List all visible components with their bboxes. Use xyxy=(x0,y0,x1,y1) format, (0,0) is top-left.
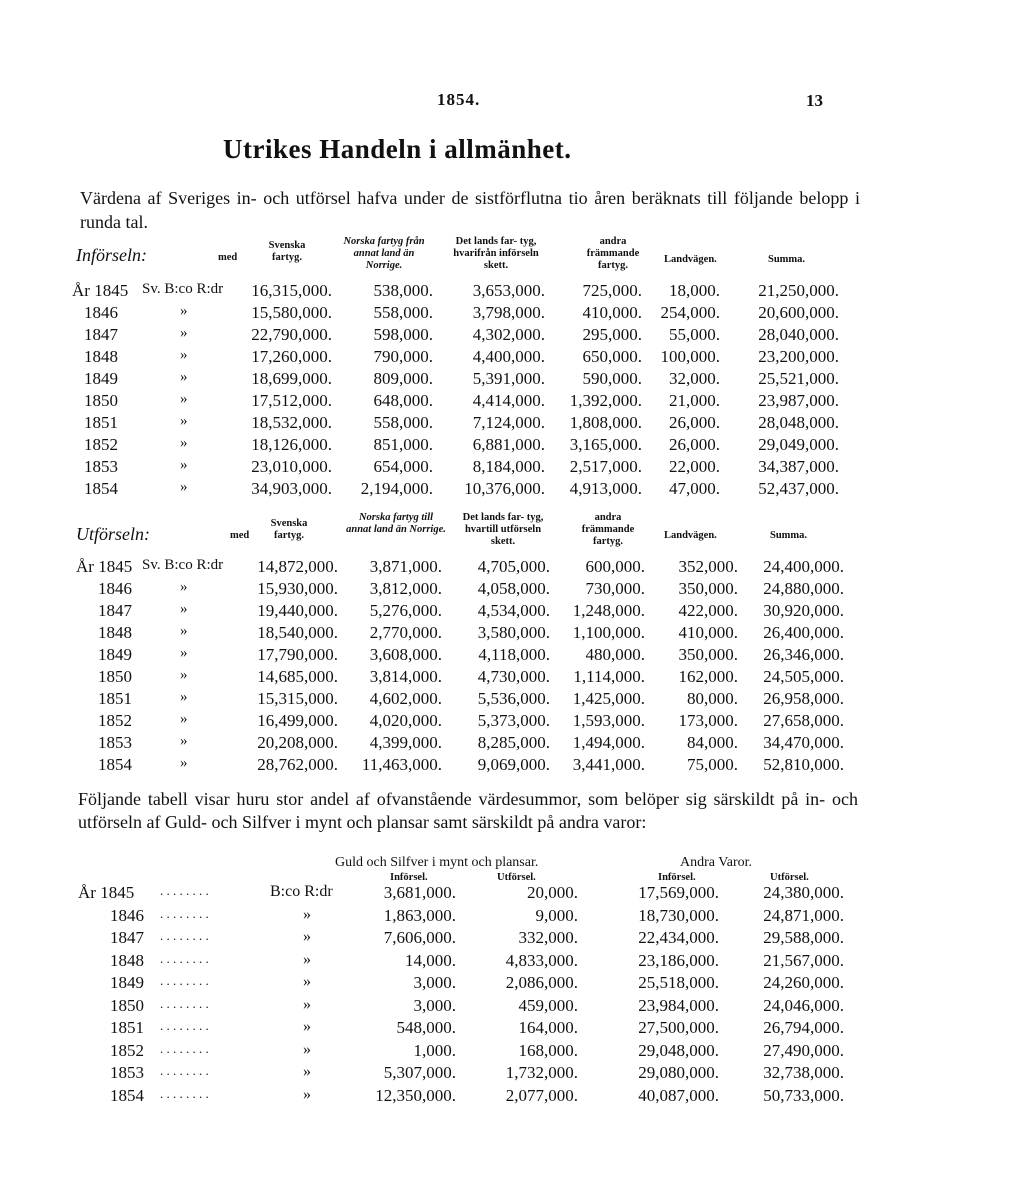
metals-row xyxy=(0,973,1024,995)
metals-cell-gs_ut: 20,000. xyxy=(527,883,578,902)
import-cell-year: 1852 xyxy=(84,435,118,454)
export-row xyxy=(0,667,1024,689)
metals-cell-dots: . . . . . . . . xyxy=(160,973,209,988)
metals-cell-av_ut: 24,046,000. xyxy=(763,995,844,1015)
metals-cell-dots: . . . . . . . . xyxy=(160,883,209,898)
export-cell-det_lands: 5,373,000. xyxy=(477,711,550,730)
export-cell-prefix: » xyxy=(180,623,188,639)
export-row xyxy=(0,733,1024,755)
import-cell-year: 1850 xyxy=(84,391,118,410)
metals-cell-year: 1849 xyxy=(110,973,144,992)
export-cell-prefix: » xyxy=(180,645,188,661)
export-cell-prefix: » xyxy=(180,579,188,595)
export-cell-year: 1854 xyxy=(98,755,132,774)
import-cell-det_lands: 3,653,000. xyxy=(472,281,545,300)
import-cell-summa: 28,048,000. xyxy=(758,413,839,432)
export-cell-det_lands: 4,705,000. xyxy=(477,557,550,576)
import-cell-norska: 654,000. xyxy=(373,457,433,476)
export-row xyxy=(0,689,1024,711)
export-cell-landvagen: 173,000. xyxy=(678,711,738,730)
import-cell-norska: 558,000. xyxy=(373,303,433,322)
import-cell-svenska: 18,699,000. xyxy=(251,369,332,388)
metals-cell-av_ut: 50,733,000. xyxy=(763,1085,844,1105)
metals-cell-gs_ut: 4,833,000. xyxy=(505,950,578,970)
metals-row xyxy=(0,951,1024,973)
import-cell-andra: 410,000. xyxy=(582,303,642,322)
import-cell-year: 1851 xyxy=(84,413,118,432)
metals-cell-prefix: » xyxy=(303,1085,311,1103)
import-cell-andra: 1,392,000. xyxy=(569,391,642,410)
import-cell-norska: 598,000. xyxy=(373,325,433,344)
export-row xyxy=(0,623,1024,645)
export-cell-det_lands: 4,730,000. xyxy=(477,667,550,686)
import-row xyxy=(0,435,1024,457)
metals-gs-inforsel-header: Införsel. xyxy=(390,872,428,883)
metals-cell-gs_in: 5,307,000. xyxy=(383,1063,456,1082)
import-cell-prefix: » xyxy=(180,413,188,429)
import-cell-andra: 2,517,000. xyxy=(569,457,642,476)
export-cell-landvagen: 422,000. xyxy=(678,601,738,620)
export-cell-year: 1852 xyxy=(98,711,132,730)
import-cell-andra: 295,000. xyxy=(582,325,642,344)
import-row xyxy=(0,457,1024,479)
import-cell-svenska: 17,260,000. xyxy=(251,347,332,366)
metals-gs-utforsel-header: Utförsel. xyxy=(497,872,536,883)
import-cell-summa: 34,387,000. xyxy=(758,457,839,476)
export-cell-landvagen: 75,000. xyxy=(687,755,738,774)
import-cell-landvagen: 47,000. xyxy=(669,479,720,498)
import-header-summa: Summa. xyxy=(768,254,806,265)
metals-cell-prefix: » xyxy=(303,973,311,990)
export-cell-norska: 3,812,000. xyxy=(369,579,442,598)
metals-row xyxy=(0,1086,1024,1108)
metals-av-utforsel-header: Utförsel. xyxy=(770,872,809,883)
import-cell-year: 1846 xyxy=(84,303,118,322)
export-cell-svenska: 15,930,000. xyxy=(257,579,338,598)
export-cell-year: 1850 xyxy=(98,667,132,686)
export-cell-landvagen: 84,000. xyxy=(687,733,738,752)
export-cell-summa: 52,810,000. xyxy=(763,755,844,774)
metals-row xyxy=(0,1041,1024,1063)
export-cell-andra: 3,441,000. xyxy=(572,755,645,774)
import-cell-summa: 23,987,000. xyxy=(758,391,839,410)
import-cell-summa: 23,200,000. xyxy=(758,347,839,366)
export-cell-prefix: » xyxy=(180,711,188,727)
metals-row xyxy=(0,1018,1024,1040)
export-cell-svenska: 17,790,000. xyxy=(257,645,338,664)
metals-group2-header: Andra Varor. xyxy=(680,855,753,870)
export-cell-andra: 1,248,000. xyxy=(572,601,645,620)
export-cell-svenska: 16,499,000. xyxy=(257,711,338,730)
export-cell-andra: 1,425,000. xyxy=(572,689,645,708)
import-header-med: med xyxy=(218,252,238,263)
export-cell-andra: 480,000. xyxy=(585,645,645,664)
export-cell-svenska: 28,762,000. xyxy=(257,755,338,774)
metals-table xyxy=(0,883,1024,1113)
import-row xyxy=(0,281,1024,303)
second-paragraph: Följande tabell visar huru stor andel af ofvanstående värdesummor, som belöper sig särskildt på in- och utförseln af Guld- och Silfver i mynt och plansar samt särskildt på andra varor: xyxy=(78,789,858,832)
export-cell-year: 1851 xyxy=(98,689,132,708)
import-label: Införseln: xyxy=(76,245,147,265)
metals-cell-dots: . . . . . . . . xyxy=(160,995,209,1011)
import-cell-svenska: 18,532,000. xyxy=(251,413,332,432)
import-header-landvagen: Landvägen. xyxy=(664,254,717,265)
export-header-norska: Norska fartyg till annat land än Norrige. xyxy=(346,512,446,535)
metals-cell-gs_in: 3,000. xyxy=(413,973,456,992)
page-number: 13 xyxy=(806,91,823,110)
import-cell-landvagen: 22,000. xyxy=(669,457,720,476)
import-cell-landvagen: 32,000. xyxy=(669,369,720,388)
metals-cell-av_ut: 24,871,000. xyxy=(763,905,844,925)
metals-cell-av_in: 25,518,000. xyxy=(638,973,719,992)
export-cell-andra: 600,000. xyxy=(585,557,645,576)
export-cell-det_lands: 8,285,000. xyxy=(477,733,550,752)
metals-av-inforsel-header: Införsel. xyxy=(658,872,696,883)
export-cell-andra: 1,494,000. xyxy=(572,733,645,752)
metals-row xyxy=(0,928,1024,950)
metals-cell-dots: . . . . . . . . xyxy=(160,1085,209,1101)
export-header-summa: Summa. xyxy=(770,530,808,541)
import-cell-norska: 648,000. xyxy=(373,391,433,410)
import-cell-svenska: 15,580,000. xyxy=(251,303,332,322)
import-cell-year: 1853 xyxy=(84,457,118,476)
import-cell-svenska: 16,315,000. xyxy=(251,281,332,300)
metals-cell-prefix: » xyxy=(303,928,311,945)
import-cell-andra: 590,000. xyxy=(582,369,642,388)
metals-cell-av_ut: 27,490,000. xyxy=(763,1040,844,1060)
import-cell-summa: 28,040,000. xyxy=(758,325,839,344)
import-cell-year: 1848 xyxy=(84,347,118,366)
export-cell-prefix: » xyxy=(180,601,188,617)
export-row xyxy=(0,645,1024,667)
metals-cell-gs_in: 548,000. xyxy=(396,1018,456,1037)
metals-cell-prefix: » xyxy=(303,1040,311,1058)
metals-cell-av_in: 22,434,000. xyxy=(638,928,719,947)
import-cell-andra: 4,913,000. xyxy=(569,479,642,498)
import-cell-landvagen: 55,000. xyxy=(669,325,720,344)
export-cell-andra: 1,593,000. xyxy=(572,711,645,730)
export-cell-svenska: 20,208,000. xyxy=(257,733,338,752)
export-cell-prefix: » xyxy=(180,733,188,749)
metals-row xyxy=(0,883,1024,905)
metals-cell-av_ut: 21,567,000. xyxy=(763,950,844,970)
metals-row xyxy=(0,996,1024,1018)
metals-cell-gs_in: 12,350,000. xyxy=(375,1085,456,1105)
import-cell-svenska: 34,903,000. xyxy=(251,479,332,498)
import-row xyxy=(0,369,1024,391)
page-title: Utrikes Handeln i allmänhet. xyxy=(223,134,572,164)
import-cell-norska: 809,000. xyxy=(373,369,433,388)
import-row xyxy=(0,391,1024,413)
metals-cell-dots: . . . . . . . . xyxy=(160,1040,209,1056)
import-table xyxy=(0,281,1024,501)
metals-cell-year: 1853 xyxy=(110,1063,144,1082)
metals-cell-prefix: » xyxy=(303,1063,311,1080)
export-cell-year: 1853 xyxy=(98,733,132,752)
export-cell-svenska: 18,540,000. xyxy=(257,623,338,642)
metals-cell-gs_ut: 1,732,000. xyxy=(505,1063,578,1082)
import-cell-det_lands: 6,881,000. xyxy=(472,435,545,454)
import-cell-summa: 20,600,000. xyxy=(758,303,839,322)
metals-cell-year: 1850 xyxy=(110,995,144,1015)
import-row xyxy=(0,347,1024,369)
export-cell-prefix: » xyxy=(180,667,188,683)
metals-cell-gs_in: 7,606,000. xyxy=(383,928,456,947)
import-cell-summa: 25,521,000. xyxy=(758,369,839,388)
export-row xyxy=(0,711,1024,733)
metals-cell-av_ut: 24,260,000. xyxy=(763,973,844,992)
export-cell-svenska: 19,440,000. xyxy=(257,601,338,620)
export-cell-andra: 730,000. xyxy=(585,579,645,598)
import-header-norska: Norska fartyg från annat land än Norrige. xyxy=(343,236,425,271)
export-cell-andra: 1,114,000. xyxy=(573,667,645,686)
export-cell-det_lands: 4,058,000. xyxy=(477,579,550,598)
import-cell-norska: 558,000. xyxy=(373,413,433,432)
export-cell-summa: 26,400,000. xyxy=(763,623,844,642)
import-row xyxy=(0,413,1024,435)
import-cell-det_lands: 4,414,000. xyxy=(472,391,545,410)
metals-cell-prefix: » xyxy=(303,905,311,923)
import-cell-prefix: » xyxy=(180,457,188,473)
export-cell-landvagen: 350,000. xyxy=(678,645,738,664)
export-cell-landvagen: 350,000. xyxy=(678,579,738,598)
metals-cell-gs_ut: 9,000. xyxy=(535,905,578,925)
metals-cell-av_in: 27,500,000. xyxy=(638,1018,719,1037)
import-cell-norska: 538,000. xyxy=(373,281,433,300)
export-cell-summa: 34,470,000. xyxy=(763,733,844,752)
export-cell-year: 1846 xyxy=(98,579,132,598)
metals-cell-av_in: 17,569,000. xyxy=(638,883,719,902)
import-cell-det_lands: 3,798,000. xyxy=(472,303,545,322)
export-cell-prefix: » xyxy=(180,755,188,771)
export-cell-landvagen: 80,000. xyxy=(687,689,738,708)
export-cell-summa: 27,658,000. xyxy=(763,711,844,730)
import-cell-year: 1847 xyxy=(84,325,118,344)
export-cell-svenska: 15,315,000. xyxy=(257,689,338,708)
export-row xyxy=(0,557,1024,579)
export-header-svenska: Svenska fartyg. xyxy=(270,518,308,541)
export-cell-det_lands: 3,580,000. xyxy=(477,623,550,642)
metals-cell-year: 1848 xyxy=(110,950,144,970)
export-row xyxy=(0,601,1024,623)
import-cell-prefix: » xyxy=(180,391,188,407)
import-cell-svenska: 17,512,000. xyxy=(251,391,332,410)
export-cell-landvagen: 410,000. xyxy=(678,623,738,642)
import-cell-prefix: » xyxy=(180,303,188,319)
metals-cell-dots: . . . . . . . . xyxy=(160,905,209,921)
export-cell-summa: 24,880,000. xyxy=(763,579,844,598)
export-header-det-lands: Det lands far- tyg, hvartill utförseln skett. xyxy=(462,512,544,547)
import-cell-andra: 725,000. xyxy=(582,281,642,300)
import-cell-prefix: » xyxy=(180,479,188,495)
import-row xyxy=(0,479,1024,501)
metals-cell-av_ut: 29,588,000. xyxy=(763,928,844,947)
metals-cell-av_in: 23,984,000. xyxy=(638,995,719,1015)
metals-cell-year: 1851 xyxy=(110,1018,144,1037)
metals-cell-av_in: 23,186,000. xyxy=(638,950,719,970)
import-cell-summa: 21,250,000. xyxy=(758,281,839,300)
metals-cell-year: 1854 xyxy=(110,1085,144,1105)
metals-group1-header: Guld och Silfver i mynt och plansar. xyxy=(335,855,539,870)
metals-row xyxy=(0,906,1024,928)
export-cell-svenska: 14,685,000. xyxy=(257,667,338,686)
export-cell-norska: 4,399,000. xyxy=(369,733,442,752)
metals-cell-year: 1846 xyxy=(110,905,144,925)
metals-cell-gs_in: 3,681,000. xyxy=(383,883,456,902)
import-cell-andra: 1,808,000. xyxy=(569,413,642,432)
export-cell-andra: 1,100,000. xyxy=(572,623,645,642)
page-year: 1854. xyxy=(437,90,481,109)
import-cell-norska: 851,000. xyxy=(373,435,433,454)
export-cell-det_lands: 4,118,000. xyxy=(478,645,550,664)
metals-cell-year: 1847 xyxy=(110,928,144,947)
export-cell-norska: 3,608,000. xyxy=(369,645,442,664)
export-table xyxy=(0,557,1024,777)
metals-cell-prefix: » xyxy=(303,995,311,1013)
metals-cell-dots: . . . . . . . . xyxy=(160,1018,209,1033)
import-cell-det_lands: 10,376,000. xyxy=(464,479,545,498)
import-cell-landvagen: 26,000. xyxy=(669,413,720,432)
import-cell-prefix: » xyxy=(180,325,188,341)
import-header-det-lands: Det lands far- tyg, hvarifrån införseln skett. xyxy=(453,236,539,271)
import-cell-prefix: » xyxy=(180,435,188,451)
metals-cell-gs_ut: 459,000. xyxy=(518,995,578,1015)
import-cell-summa: 29,049,000. xyxy=(758,435,839,454)
export-label: Utförseln: xyxy=(76,524,150,544)
export-cell-norska: 11,463,000. xyxy=(361,755,442,774)
export-row xyxy=(0,579,1024,601)
import-row xyxy=(0,325,1024,347)
metals-cell-av_ut: 32,738,000. xyxy=(763,1063,844,1082)
import-cell-year: År 1845 xyxy=(72,281,129,300)
export-cell-norska: 5,276,000. xyxy=(369,601,442,620)
export-cell-norska: 4,602,000. xyxy=(369,689,442,708)
import-cell-det_lands: 5,391,000. xyxy=(472,369,545,388)
export-cell-summa: 26,958,000. xyxy=(763,689,844,708)
import-row xyxy=(0,303,1024,325)
export-cell-prefix: Sv. B:co R:dr xyxy=(142,557,224,573)
export-cell-det_lands: 9,069,000. xyxy=(477,755,550,774)
metals-cell-gs_in: 1,863,000. xyxy=(383,905,456,925)
export-cell-year: 1848 xyxy=(98,623,132,642)
metals-cell-year: År 1845 xyxy=(78,883,135,902)
export-cell-landvagen: 352,000. xyxy=(678,557,738,576)
metals-cell-gs_ut: 2,077,000. xyxy=(505,1085,578,1105)
export-cell-year: År 1845 xyxy=(76,557,133,576)
metals-row xyxy=(0,1063,1024,1085)
metals-cell-av_in: 29,048,000. xyxy=(638,1040,719,1060)
metals-cell-av_ut: 24,380,000. xyxy=(763,883,844,902)
metals-cell-av_in: 18,730,000. xyxy=(638,905,719,925)
export-cell-det_lands: 4,534,000. xyxy=(477,601,550,620)
export-cell-year: 1847 xyxy=(98,601,132,620)
metals-cell-gs_in: 3,000. xyxy=(413,995,456,1015)
import-cell-prefix: » xyxy=(180,347,188,363)
import-cell-det_lands: 4,302,000. xyxy=(472,325,545,344)
export-header-andra: andra främmande fartyg. xyxy=(581,512,635,547)
metals-cell-av_in: 40,087,000. xyxy=(638,1085,719,1105)
export-cell-svenska: 14,872,000. xyxy=(257,557,338,576)
export-header-med: med xyxy=(230,530,250,541)
export-header-landvagen: Landvägen. xyxy=(664,530,717,541)
import-cell-det_lands: 7,124,000. xyxy=(472,413,545,432)
import-cell-det_lands: 8,184,000. xyxy=(472,457,545,476)
import-cell-andra: 3,165,000. xyxy=(569,435,642,454)
import-cell-svenska: 22,790,000. xyxy=(251,325,332,344)
import-cell-landvagen: 21,000. xyxy=(669,391,720,410)
export-cell-year: 1849 xyxy=(98,645,132,664)
import-cell-det_lands: 4,400,000. xyxy=(472,347,545,366)
export-cell-prefix: » xyxy=(180,689,188,705)
metals-cell-av_ut: 26,794,000. xyxy=(763,1018,844,1037)
metals-cell-prefix: » xyxy=(303,1018,311,1035)
metals-cell-year: 1852 xyxy=(110,1040,144,1060)
export-cell-norska: 4,020,000. xyxy=(369,711,442,730)
import-cell-landvagen: 254,000. xyxy=(660,303,720,322)
export-cell-norska: 3,814,000. xyxy=(369,667,442,686)
metals-cell-dots: . . . . . . . . xyxy=(160,928,209,943)
import-cell-svenska: 18,126,000. xyxy=(251,435,332,454)
import-cell-prefix: » xyxy=(180,369,188,385)
metals-cell-dots: . . . . . . . . xyxy=(160,1063,209,1078)
metals-cell-prefix: B:co R:dr xyxy=(270,883,333,900)
export-cell-norska: 3,871,000. xyxy=(369,557,442,576)
import-cell-landvagen: 18,000. xyxy=(669,281,720,300)
export-row xyxy=(0,755,1024,777)
import-cell-andra: 650,000. xyxy=(582,347,642,366)
import-cell-norska: 2,194,000. xyxy=(360,479,433,498)
import-header-svenska: Svenska fartyg. xyxy=(268,240,306,263)
intro-paragraph: Värdena af Sveriges in- och utförsel hafva under de sistförflutna tio åren beräknats till följande belopp i runda tal. xyxy=(80,188,860,232)
export-cell-summa: 30,920,000. xyxy=(763,601,844,620)
export-cell-summa: 24,400,000. xyxy=(763,557,844,576)
export-cell-summa: 26,346,000. xyxy=(763,645,844,664)
metals-cell-gs_ut: 168,000. xyxy=(518,1040,578,1060)
export-cell-summa: 24,505,000. xyxy=(763,667,844,686)
export-cell-landvagen: 162,000. xyxy=(678,667,738,686)
export-cell-det_lands: 5,536,000. xyxy=(477,689,550,708)
import-cell-summa: 52,437,000. xyxy=(758,479,839,498)
import-cell-norska: 790,000. xyxy=(373,347,433,366)
import-cell-landvagen: 100,000. xyxy=(660,347,720,366)
metals-cell-gs_ut: 332,000. xyxy=(518,928,578,947)
import-cell-prefix: Sv. B:co R:dr xyxy=(142,281,224,297)
import-cell-landvagen: 26,000. xyxy=(669,435,720,454)
metals-cell-gs_in: 1,000. xyxy=(413,1040,456,1060)
import-cell-year: 1849 xyxy=(84,369,118,388)
import-cell-year: 1854 xyxy=(84,479,118,498)
metals-cell-prefix: » xyxy=(303,950,311,968)
metals-cell-gs_ut: 2,086,000. xyxy=(505,973,578,992)
export-cell-norska: 2,770,000. xyxy=(369,623,442,642)
import-cell-svenska: 23,010,000. xyxy=(251,457,332,476)
metals-cell-gs_ut: 164,000. xyxy=(518,1018,578,1037)
metals-cell-av_in: 29,080,000. xyxy=(638,1063,719,1082)
metals-cell-dots: . . . . . . . . xyxy=(160,950,209,966)
metals-cell-gs_in: 14,000. xyxy=(405,950,456,970)
import-header-andra: andra främmande fartyg. xyxy=(586,236,640,271)
